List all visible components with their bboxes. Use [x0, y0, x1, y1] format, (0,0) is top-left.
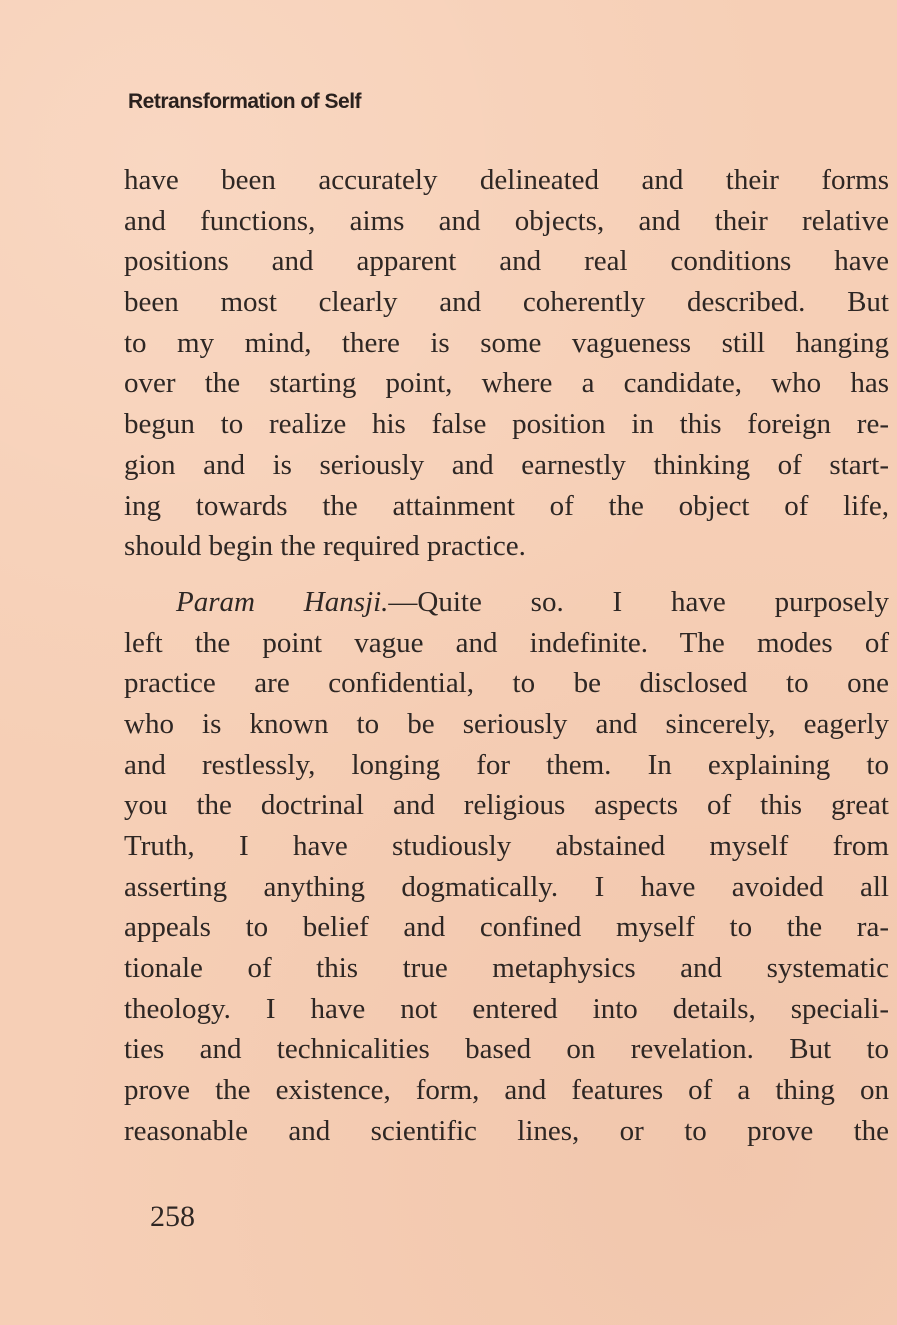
text-line: ing towards the attainment of the object of life, — [124, 489, 889, 522]
running-head: Retransformation of Self — [128, 90, 362, 113]
text-line: positions and apparent and real conditions have — [124, 245, 889, 278]
text-line: have been accurately delineated and their forms — [124, 164, 889, 196]
text-line: who is known to be seriously and sincerely, eagerly — [124, 707, 889, 740]
text-line: reasonable and scientific lines, or to prove the — [124, 1114, 889, 1147]
text-line-first — [124, 582, 889, 623]
text-line: Truth, I have studiously abstained myself from — [124, 830, 889, 862]
paragraph-2 — [124, 582, 889, 1152]
text-line-rest: —Quite so. I have purposely — [388, 585, 889, 618]
paragraph-1 — [124, 160, 889, 567]
text-line: over the starting point, where a candidate, who has — [124, 367, 889, 400]
text-line: ties and technicalities based on revelation. But to — [124, 1033, 889, 1066]
text-line: appeals to belief and confined myself to the ra- — [124, 911, 889, 944]
text-line: gion and is seriously and earnestly thinking of start- — [124, 448, 889, 481]
text-line: to my mind, there is some vagueness still hanging — [124, 326, 889, 359]
speaker-name: Param Hansji. — [176, 585, 389, 618]
text-line: and restlessly, longing for them. In explaining to — [124, 748, 889, 781]
text-line: you the doctrinal and religious aspects of this great — [124, 789, 889, 822]
text-line: been most clearly and coherently described. But — [124, 286, 889, 319]
body-text — [124, 160, 889, 1152]
paragraph-gap — [124, 567, 889, 582]
page-number: 258 — [150, 1200, 195, 1233]
text-line: tionale of this true metaphysics and systematic — [124, 952, 889, 985]
text-line: begun to realize his false position in this foreign re- — [124, 408, 889, 441]
text-line: should begin the required practice. — [124, 530, 526, 563]
text-line: prove the existence, form, and features of a thing on — [124, 1074, 889, 1107]
text-line: and functions, aims and objects, and their relative — [124, 204, 889, 237]
text-line: asserting anything dogmatically. I have avoided all — [124, 870, 889, 903]
text-line: practice are confidential, to be disclosed to one — [124, 667, 889, 700]
text-line: theology. I have not entered into details, speciali- — [124, 992, 889, 1025]
text-line: left the point vague and indefinite. The modes of — [124, 626, 889, 659]
